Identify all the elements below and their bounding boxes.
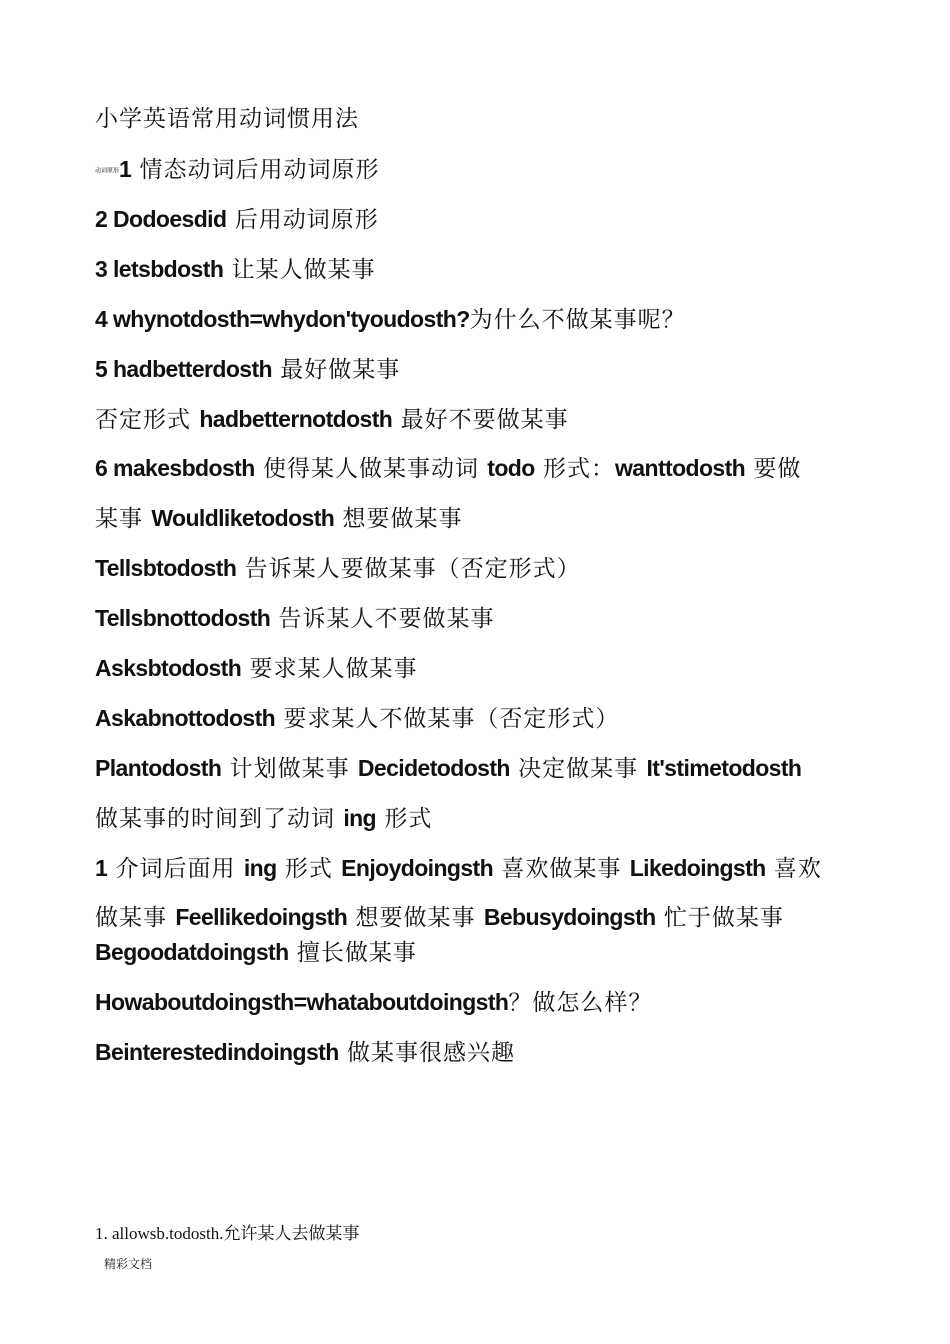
chinese-text: 喜欢 <box>765 856 822 882</box>
text-line <box>95 703 855 734</box>
english-phrase: 2 Dodoesdid <box>95 206 227 232</box>
chinese-text: 为什么不做某事呢？ <box>469 307 686 333</box>
text-line <box>95 453 855 484</box>
text-line <box>95 154 855 187</box>
english-phrase: 1 <box>95 855 108 881</box>
document-title: 小学英语常用动词惯用法 <box>95 106 359 132</box>
english-phrase: Plantodosth <box>95 755 222 781</box>
chinese-text: 想要做某事 <box>347 905 484 931</box>
english-phrase: Begoodatdoingsth <box>95 939 289 965</box>
chinese-text: 后用动词原形 <box>226 207 379 233</box>
english-phrase: todo <box>487 455 535 481</box>
text-line <box>95 254 855 285</box>
english-phrase: 3 letsbdosth <box>95 256 224 282</box>
english-phrase: Feellikedoingsth <box>175 904 348 930</box>
text-line <box>95 603 855 634</box>
footer-watermark: 精彩文档 <box>104 1257 153 1271</box>
chinese-text: 否定形式 <box>95 407 200 433</box>
english-phrase: Howaboutdoingsth=whataboutdoingsth <box>95 989 509 1015</box>
english-phrase: 4 whynotdosth=whydon'tyoudosth? <box>95 306 470 332</box>
chinese-text: 计划做某事 <box>221 756 358 782</box>
chinese-text: 决定做某事 <box>509 756 647 782</box>
chinese-text: 要求某人不做某事（否定形式） <box>275 706 620 732</box>
text-line <box>95 853 855 884</box>
chinese-text: 最好做某事 <box>271 357 401 383</box>
chinese-text: 忙于做某事 <box>655 905 784 931</box>
english-phrase: Beinterestedindoingsth <box>95 1039 339 1065</box>
english-phrase: Wouldliketodosth <box>151 505 335 531</box>
english-phrase: Decidetodosth <box>357 755 510 781</box>
text-line <box>95 653 855 684</box>
chinese-text: 介词后面用 <box>107 856 244 882</box>
chinese-text: 做某事很感兴趣 <box>338 1040 515 1066</box>
english-phrase: 1 <box>119 156 132 182</box>
text-line <box>95 553 855 584</box>
text-line <box>95 304 855 335</box>
chinese-text: 喜欢做某事 <box>493 856 630 882</box>
english-phrase: Askabnottodosth <box>95 705 276 731</box>
footnote: 1. allowsb.todosth.允许某人去做某事 <box>95 1224 360 1243</box>
chinese-text: 想要做某事 <box>334 506 463 532</box>
text-line <box>95 204 855 235</box>
chinese-text: 要做 <box>745 456 802 482</box>
chinese-text: 某事 <box>95 506 152 532</box>
chinese-text: 形式 <box>376 806 433 832</box>
chinese-text: 要求某人做某事 <box>241 656 418 682</box>
english-phrase: ing <box>343 805 377 831</box>
chinese-text: 让某人做某事 <box>223 257 376 283</box>
chinese-text: 形式： <box>534 456 616 482</box>
chinese-text: 擅长做某事 <box>288 940 417 966</box>
text-line <box>95 803 855 834</box>
text-line <box>95 987 855 1018</box>
english-phrase: Enjoydoingsth <box>341 855 494 881</box>
english-phrase: Bebusydoingsth <box>483 904 656 930</box>
chinese-text: 情态动词后用动词原形 <box>131 157 380 183</box>
chinese-text: 使得某人做某事动词 <box>254 456 488 482</box>
text-line <box>95 937 855 968</box>
english-phrase: ing <box>243 855 277 881</box>
english-phrase: wanttodosth <box>615 455 746 481</box>
text-line <box>95 902 855 933</box>
english-phrase: 6 makesbdosth <box>95 455 255 481</box>
english-phrase: Likedoingsth <box>629 855 766 881</box>
chinese-text: 做某事的时间到了动词 <box>95 806 344 832</box>
text-line <box>95 354 855 385</box>
english-phrase: It'stimetodosth <box>646 755 802 781</box>
english-phrase: Tellsbtodosth <box>95 555 237 581</box>
chinese-text: 告诉某人要做某事（否定形式） <box>236 556 581 582</box>
english-phrase: 5 hadbetterdosth <box>95 356 272 382</box>
text-line <box>95 1037 855 1068</box>
chinese-text: 做某事 <box>95 905 176 931</box>
chinese-text: 告诉某人不要做某事 <box>270 606 495 632</box>
chinese-text: 形式 <box>276 856 342 882</box>
english-phrase: Tellsbnottodosth <box>95 605 271 631</box>
tiny-label: 动词原形 <box>95 167 120 175</box>
text-line <box>95 404 855 435</box>
text-line <box>95 503 855 534</box>
english-phrase: hadbetternotdosth <box>199 406 393 432</box>
english-phrase: Asksbtodosth <box>95 655 242 681</box>
chinese-text: 最好不要做某事 <box>392 407 569 433</box>
chinese-text: ？做怎么样？ <box>508 990 653 1016</box>
text-line <box>95 753 855 784</box>
